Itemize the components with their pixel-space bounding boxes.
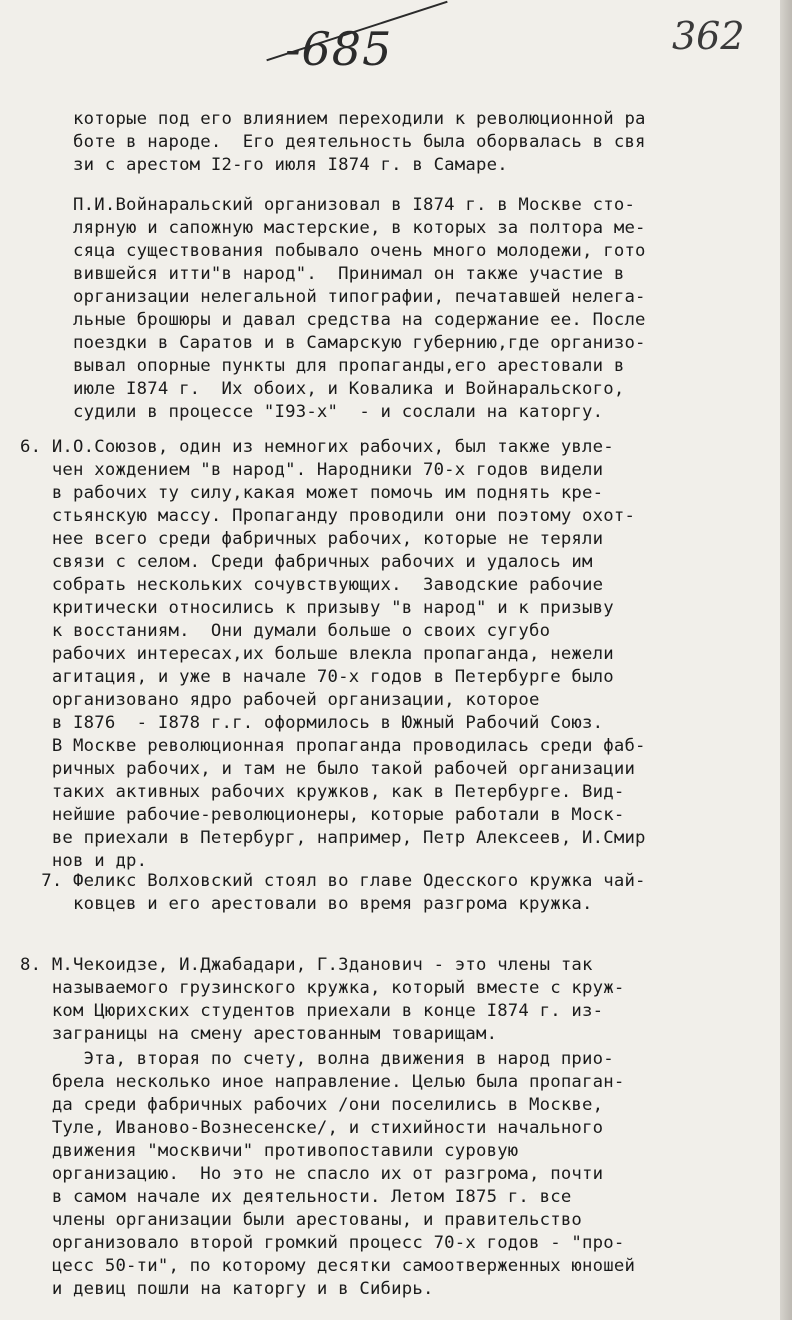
text-line: ве приехали в Петербург, например, Петр Алексеев, И.Смир <box>20 828 646 848</box>
text-line: в самом начале их деятельности. Летом I875 г. все <box>20 1187 572 1207</box>
text-line: нейшие рабочие-революционеры, которые работали в Моск- <box>20 805 625 825</box>
text-line: ковцев и его арестовали во время разгрома кружка. <box>20 894 593 914</box>
text-line: льные брошюры и давал средства на содержание ее. После <box>20 310 646 330</box>
text-line: брела несколько иное направление. Целью была пропаган- <box>20 1072 625 1092</box>
text-line: П.И.Войнаральский организовал в I874 г. в Москве сто- <box>20 195 636 215</box>
text-line: цесс 50-ти", по которому десятки самоотверженных юношей <box>20 1256 636 1276</box>
text-line: рабочих интересах,их больше влекла пропаганда, нежели <box>20 644 614 664</box>
text-line: и девиц пошли на каторгу и в Сибирь. <box>20 1279 434 1299</box>
text-line: агитация, и уже в начале 70-х годов в Петербурге было <box>20 667 614 687</box>
text-line: 6. И.О.Союзов, один из немногих рабочих, был также увле- <box>20 437 614 457</box>
numbered-item-7 <box>20 870 646 916</box>
text-line: связи с селом. Среди фабричных рабочих и удалось им <box>20 552 593 572</box>
text-line: Туле, Иваново-Вознесенске/, и стихийности начального <box>20 1118 604 1138</box>
text-line: организации нелегальной типографии, печатавшей нелега- <box>20 287 646 307</box>
text-line: к восстаниям. Они думали больше о своих сугубо <box>20 621 551 641</box>
numbered-item-6 <box>20 436 646 873</box>
text-line: вившейся итти"в народ". Принимал он также участие в <box>20 264 625 284</box>
text-line: таких активных рабочих кружков, как в Петербурге. Вид- <box>20 782 625 802</box>
text-line: боте в народе. Его деятельность была оборвалась в свя <box>20 132 646 152</box>
paragraph-block <box>20 1048 635 1301</box>
text-line: ричных рабочих, и там не было такой рабочей организации <box>20 759 636 779</box>
text-line: В Москве революционная пропаганда проводилась среди фаб- <box>20 736 646 756</box>
text-line: критически относились к призыву "в народ" и к призыву <box>20 598 614 618</box>
text-line: поездки в Саратов и в Самарскую губернию,где организо- <box>20 333 646 353</box>
text-line: нов и др. <box>20 851 148 871</box>
text-line: Эта, вторая по счету, волна движения в народ прио- <box>20 1049 614 1069</box>
text-line: лярную и сапожную мастерские, в которых за полтора ме- <box>20 218 646 238</box>
text-line: судили в процессе "I93-х" - и сослали на каторгу. <box>20 402 604 422</box>
text-line: которые под его влиянием переходили к революционной ра <box>20 109 646 129</box>
handwritten-page-number-right: 362 <box>672 14 745 58</box>
numbered-item-8 <box>20 954 624 1046</box>
text-line: движения "москвичи" противопоставили суровую <box>20 1141 519 1161</box>
text-line: члены организации были арестованы, и правительство <box>20 1210 583 1230</box>
text-line: сяца существования побывало очень много молодежи, гото <box>20 241 646 261</box>
handwritten-page-number-left: -685 <box>285 22 393 76</box>
page-edge-shadow <box>780 0 792 1320</box>
text-line: организацию. Но это не спасло их от разгрома, почти <box>20 1164 604 1184</box>
text-line: зи с арестом I2-го июля I874 г. в Самаре. <box>20 155 508 175</box>
text-line: ком Цюрихских студентов приехали в конце I874 г. из- <box>20 1001 604 1021</box>
text-line: в рабочих ту силу,какая может помочь им поднять кре- <box>20 483 604 503</box>
text-line: организовало второй громкий процесс 70-х годов - "про- <box>20 1233 625 1253</box>
text-line: нее всего среди фабричных рабочих, которые не теряли <box>20 529 604 549</box>
text-line: называемого грузинского кружка, который вместе с круж- <box>20 978 625 998</box>
text-line: в I876 - I878 г.г. оформилось в Южный Рабочий Союз. <box>20 713 604 733</box>
text-line: стьянскую массу. Пропаганду проводили они поэтому охот- <box>20 506 636 526</box>
text-line: 8. М.Чекоидзе, И.Джабадари, Г.Зданович - это члены так <box>20 955 593 975</box>
text-line: вывал опорные пункты для пропаганды,его арестовали в <box>20 356 625 376</box>
paragraph-block <box>20 194 646 424</box>
text-line: организовано ядро рабочей организации, которое <box>20 690 540 710</box>
text-line: собрать нескольких сочувствующих. Заводские рабочие <box>20 575 604 595</box>
text-line: июле I874 г. Их обоих, и Ковалика и Войнаральского, <box>20 379 625 399</box>
text-line: 7. Феликс Волховский стоял во главе Одесского кружка чай- <box>20 871 646 891</box>
text-line: чен хождением "в народ". Народники 70-х годов видели <box>20 460 604 480</box>
paragraph-block <box>20 108 646 177</box>
text-line: да среди фабричных рабочих /они поселились в Москве, <box>20 1095 604 1115</box>
text-line: заграницы на смену арестованным товарищам. <box>20 1024 498 1044</box>
